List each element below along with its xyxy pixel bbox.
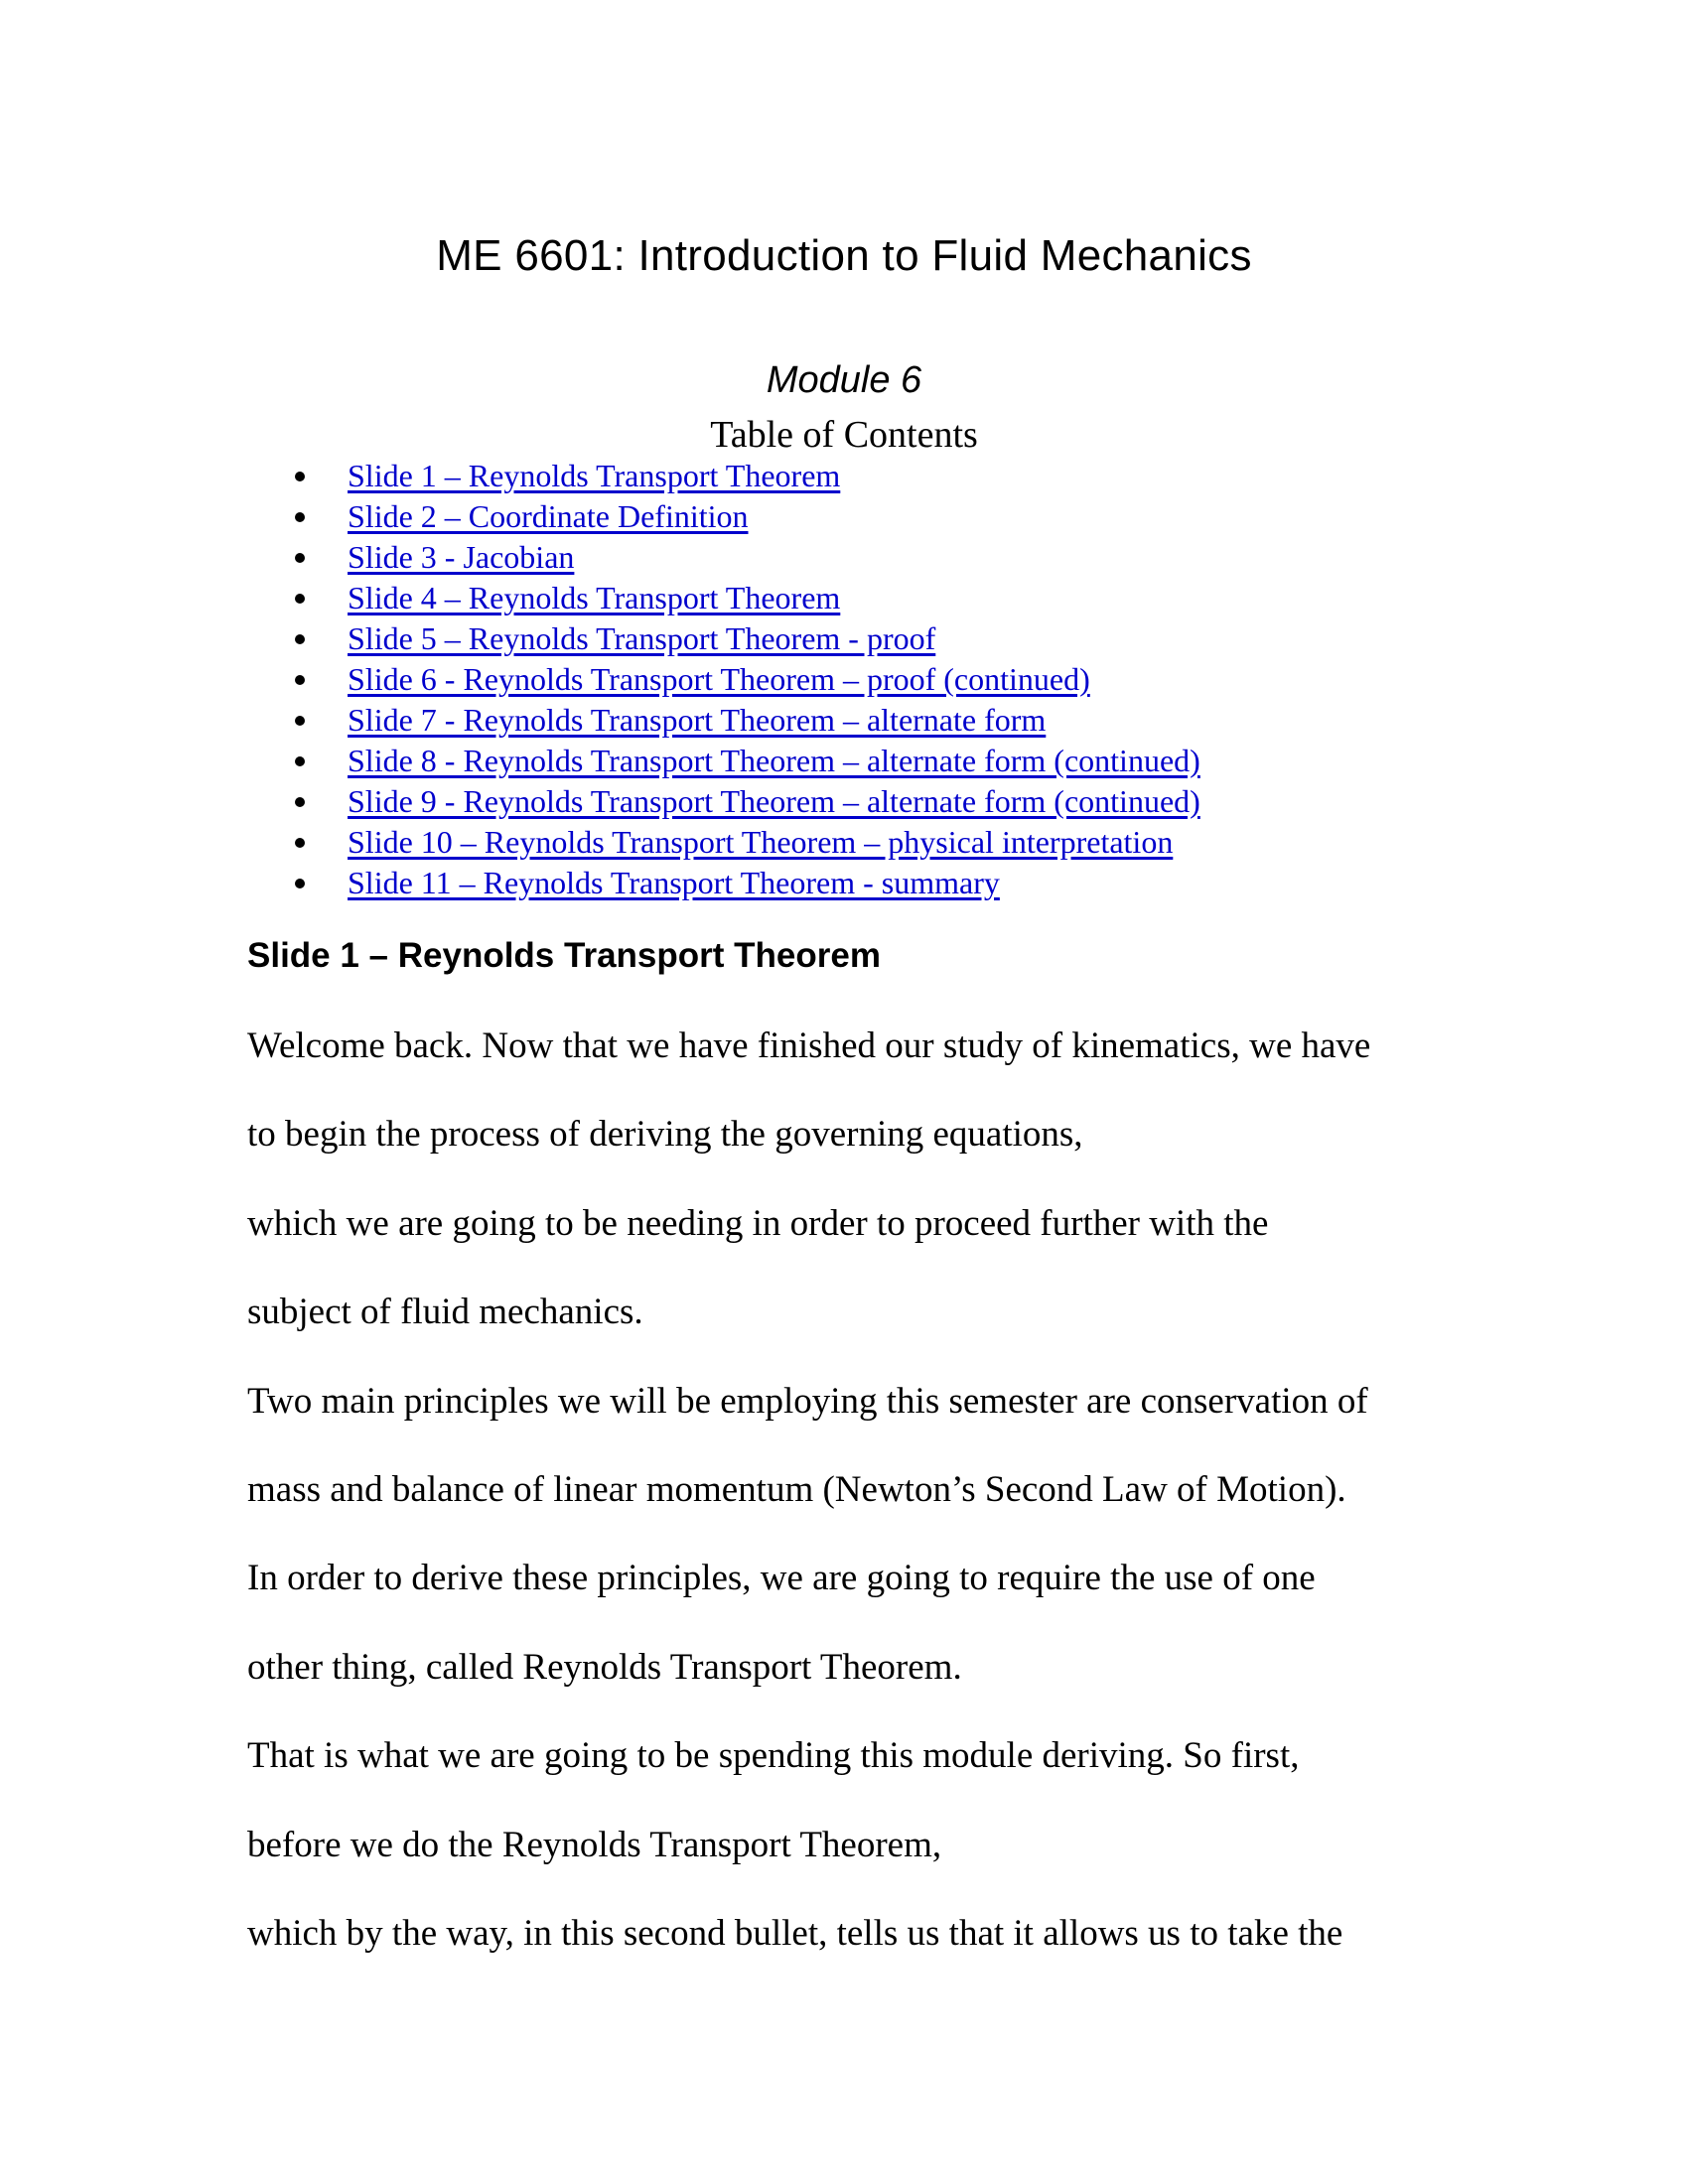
page-title: ME 6601: Introduction to Fluid Mechanics [436,231,1252,280]
bullet-icon [295,879,305,888]
bullet-icon [295,756,305,766]
toc-link-slide-10[interactable]: Slide 10 – Reynolds Transport Theorem – physical interpretation [348,824,1174,860]
toc-link-slide-6[interactable]: Slide 6 - Reynolds Transport Theorem – proof (continued) [348,661,1090,697]
bullet-icon [295,594,305,604]
body-line: which by the way, in this second bullet, tells us that it allows us to take the [247,1912,1343,1954]
body-line: other thing, called Reynolds Transport Theorem. [247,1646,962,1688]
transcript-body [247,1017,1488,1992]
body-line: to begin the process of deriving the governing equations, [247,1114,1083,1156]
toc-link-slide-7[interactable]: Slide 7 - Reynolds Transport Theorem – alternate form [348,702,1047,738]
toc-heading: Table of Contents [710,414,978,456]
toc-link-slide-3[interactable]: Slide 3 - Jacobian [348,539,575,575]
toc-link-slide-5[interactable]: Slide 5 – Reynolds Transport Theorem - proof [348,620,936,656]
toc-link-slide-11[interactable]: Slide 11 – Reynolds Transport Theorem - summary [348,865,1000,900]
body-line: before we do the Reynolds Transport Theorem, [247,1824,942,1865]
body-line: Two main principles we will be employing this semester are conservation of [247,1380,1368,1422]
body-line: In order to derive these principles, we are going to require the use of one [247,1558,1316,1599]
toc-link-slide-8[interactable]: Slide 8 - Reynolds Transport Theorem – alternate form (continued) [348,743,1200,778]
toc-link-slide-4[interactable]: Slide 4 – Reynolds Transport Theorem [348,580,841,615]
body-line: which we are going to be needing in order to proceed further with the [247,1202,1269,1244]
bullet-icon [295,716,305,726]
toc-link-slide-2[interactable]: Slide 2 – Coordinate Definition [348,498,749,534]
section-heading: Slide 1 – Reynolds Transport Theorem [247,936,881,975]
module-title: Module 6 [766,359,922,401]
toc-link-slide-1[interactable]: Slide 1 – Reynolds Transport Theorem [348,458,841,493]
body-line: mass and balance of linear momentum (Newton’s Second Law of Motion). [247,1468,1346,1510]
bullet-icon [295,472,305,481]
bullet-icon [295,512,305,522]
body-line: Welcome back. Now that we have finished our study of kinematics, we have [247,1025,1371,1066]
body-line: subject of fluid mechanics. [247,1292,643,1333]
bullet-icon [295,634,305,644]
bullet-icon [295,797,305,807]
toc-link-slide-9[interactable]: Slide 9 - Reynolds Transport Theorem – alternate form (continued) [348,783,1200,819]
bullet-icon [295,675,305,685]
body-line: That is what we are going to be spending this module deriving. So first, [247,1735,1300,1777]
bullet-icon [295,838,305,848]
bullet-icon [295,553,305,563]
